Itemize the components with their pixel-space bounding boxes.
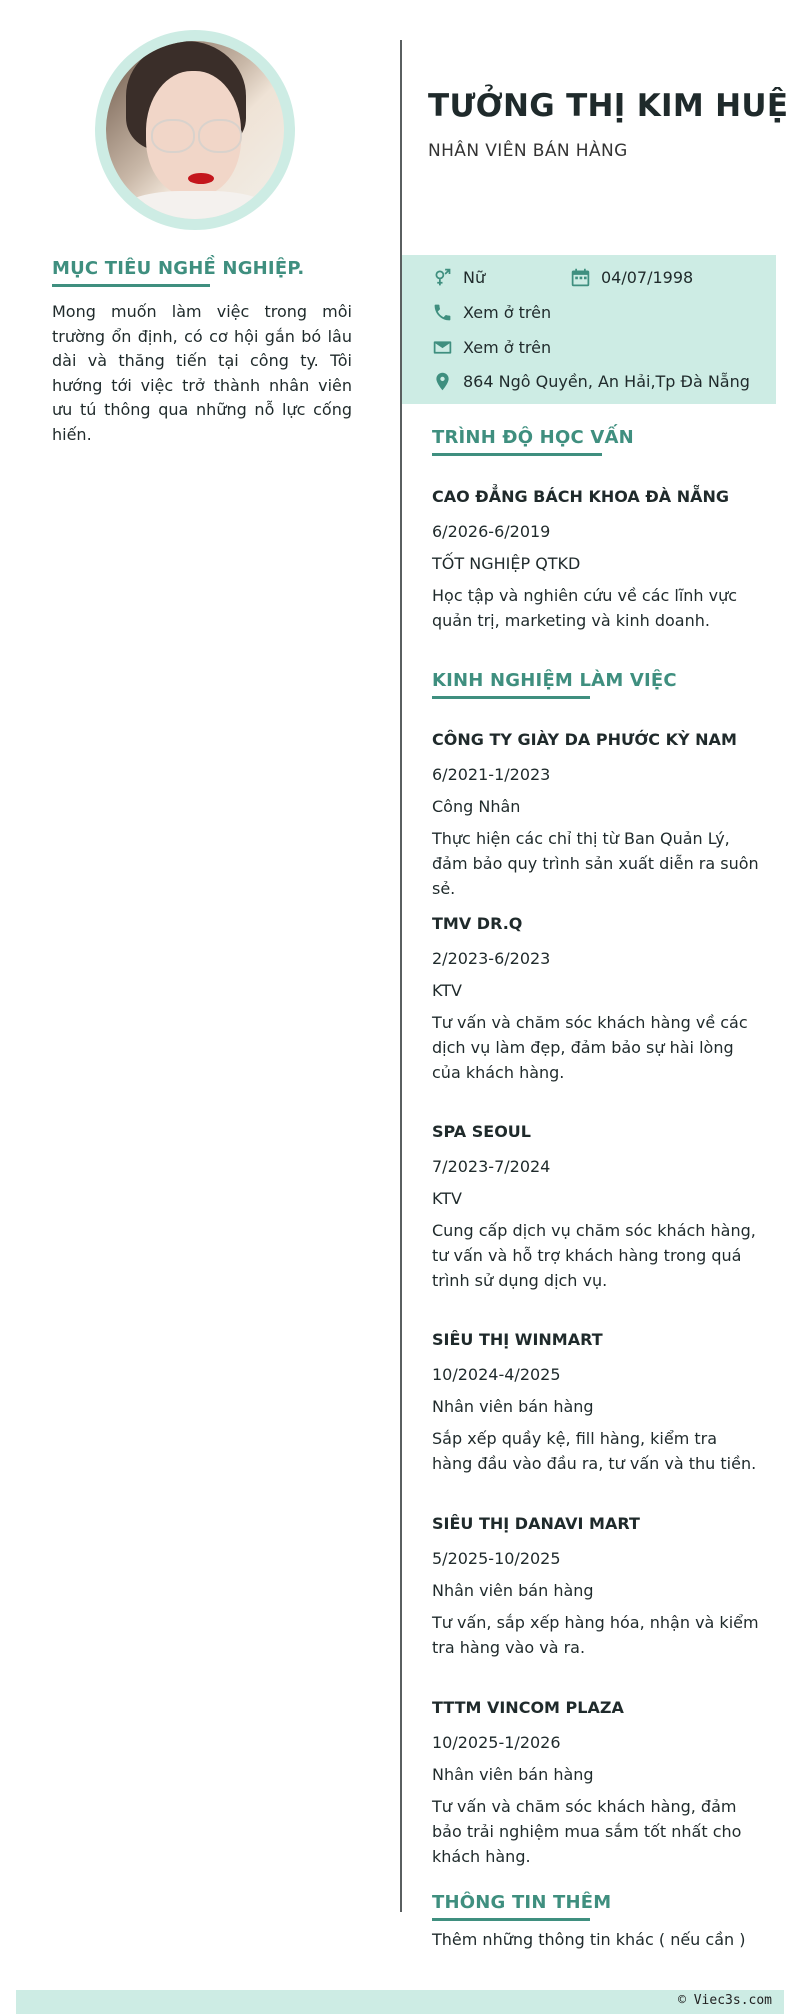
experience-org: SPA SEOUL bbox=[432, 1122, 531, 1141]
avatar bbox=[95, 30, 295, 230]
experience-date: 10/2024-4/2025 bbox=[432, 1365, 561, 1384]
extra-text: Thêm những thông tin khác ( nếu cần ) bbox=[432, 1930, 746, 1949]
objective-text: Mong muốn làm việc trong môi trường ổn định, có cơ hội gắn bó lâu dài và thăng tiến tại công ty. Tôi hướng tới việc trở thành nhân viên ưu tú thông qua những nỗ lực cống hiến. bbox=[52, 302, 352, 444]
experience-desc: Thực hiện các chỉ thị từ Ban Quản Lý, đảm bảo quy trình sản xuất diễn ra suôn sẻ. bbox=[432, 829, 759, 898]
experience-role: KTV bbox=[432, 981, 462, 1000]
experience-item bbox=[432, 1698, 762, 1869]
experience-item bbox=[432, 730, 762, 901]
extra-underline bbox=[432, 1918, 590, 1921]
extra-section bbox=[432, 1892, 611, 1921]
phone-value: Xem ở trên bbox=[463, 302, 552, 322]
email-value: Xem ở trên bbox=[463, 337, 552, 357]
education-title: TRÌNH ĐỘ HỌC VẤN bbox=[432, 427, 634, 448]
footer-credit[interactable]: © Viec3s.com bbox=[678, 1993, 772, 2008]
contact-gender bbox=[430, 265, 485, 289]
address-value: 864 Ngô Quyền, An Hải,Tp Đà Nẵng bbox=[463, 371, 750, 391]
candidate-name: TƯỞNG THỊ KIM HUỆ bbox=[428, 88, 789, 124]
contact-phone bbox=[430, 300, 551, 324]
candidate-position: NHÂN VIÊN BÁN HÀNG bbox=[428, 141, 628, 161]
experience-role: Nhân viên bán hàng bbox=[432, 1397, 594, 1416]
experience-title: KINH NGHIỆM LÀM VIỆC bbox=[432, 670, 677, 691]
experience-desc: Tư vấn và chăm sóc khách hàng về các dịch vụ làm đẹp, đảm bảo sự hài lòng của khách hàng. bbox=[432, 1013, 748, 1082]
experience-item bbox=[432, 1330, 762, 1476]
experience-desc: Tư vấn và chăm sóc khách hàng, đảm bảo trải nghiệm mua sắm tốt nhất cho khách hàng. bbox=[432, 1797, 742, 1866]
objective-underline bbox=[52, 284, 210, 287]
experience-org: TMV DR.Q bbox=[432, 914, 523, 933]
experience-org: CÔNG TY GIÀY DA PHƯỚC KỲ NAM bbox=[432, 730, 737, 749]
experience-underline bbox=[432, 696, 590, 699]
experience-date: 2/2023-6/2023 bbox=[432, 949, 551, 968]
contact-panel bbox=[402, 255, 776, 404]
school-name: CAO ĐẲNG BÁCH KHOA ĐÀ NẴNG bbox=[432, 487, 730, 506]
experience-org: SIÊU THỊ DANAVI MART bbox=[432, 1514, 640, 1533]
gender-value: Nữ bbox=[463, 267, 486, 287]
education-entry bbox=[432, 487, 762, 633]
experience-date: 5/2025-10/2025 bbox=[432, 1549, 561, 1568]
experience-date: 7/2023-7/2024 bbox=[432, 1157, 551, 1176]
gender-icon bbox=[430, 265, 454, 289]
education-desc: Học tập và nghiên cứu về các lĩnh vực quản trị, marketing và kinh doanh. bbox=[432, 586, 738, 630]
experience-date: 10/2025-1/2026 bbox=[432, 1733, 561, 1752]
education-section bbox=[432, 427, 634, 456]
education-underline bbox=[432, 453, 602, 456]
profile-photo bbox=[106, 41, 284, 219]
education-major: TỐT NGHIỆP QTKD bbox=[432, 554, 581, 573]
experience-role: Nhân viên bán hàng bbox=[432, 1765, 594, 1784]
extra-title: THÔNG TIN THÊM bbox=[432, 1892, 612, 1913]
birthday-value: 04/07/1998 bbox=[601, 267, 694, 287]
experience-desc: Tư vấn, sắp xếp hàng hóa, nhận và kiểm tra hàng vào và ra. bbox=[432, 1613, 759, 1657]
experience-role: Công Nhân bbox=[432, 797, 521, 816]
email-icon bbox=[430, 335, 454, 359]
education-date: 6/2026-6/2019 bbox=[432, 522, 551, 541]
experience-item bbox=[432, 1514, 762, 1660]
contact-email bbox=[430, 335, 551, 359]
experience-org: TTTM VINCOM PLAZA bbox=[432, 1698, 624, 1717]
phone-icon bbox=[430, 300, 454, 324]
objective-title: MỤC TIÊU NGHỀ NGHIỆP. bbox=[52, 258, 305, 279]
experience-role: KTV bbox=[432, 1189, 462, 1208]
experience-item bbox=[432, 914, 762, 1085]
experience-org: SIÊU THỊ WINMART bbox=[432, 1330, 603, 1349]
experience-section bbox=[432, 670, 677, 699]
contact-birthday bbox=[568, 265, 693, 289]
experience-role: Nhân viên bán hàng bbox=[432, 1581, 594, 1600]
experience-desc: Cung cấp dịch vụ chăm sóc khách hàng, tư vấn và hỗ trợ khách hàng trong quá trình sử dụng dịch vụ. bbox=[432, 1221, 756, 1290]
calendar-icon bbox=[568, 265, 592, 289]
contact-address bbox=[430, 369, 750, 393]
location-pin-icon bbox=[430, 369, 454, 393]
experience-desc: Sắp xếp quầy kệ, fill hàng, kiểm tra hàng đầu vào đầu ra, tư vấn và thu tiền. bbox=[432, 1429, 757, 1473]
experience-item bbox=[432, 1122, 762, 1293]
experience-date: 6/2021-1/2023 bbox=[432, 765, 551, 784]
footer bbox=[16, 1990, 784, 2014]
objective-section bbox=[52, 258, 304, 287]
